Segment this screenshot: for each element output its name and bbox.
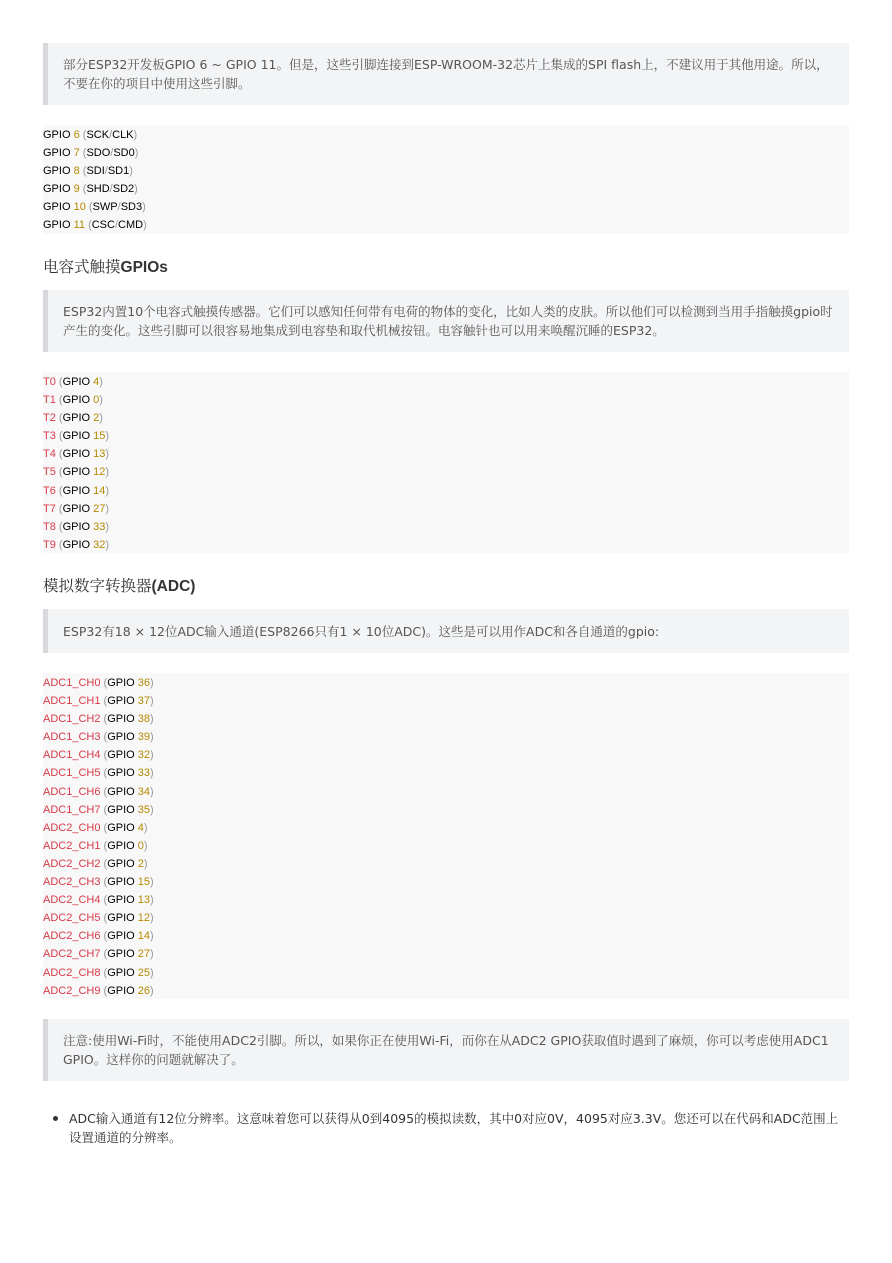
paren-open: ( xyxy=(103,912,108,925)
slash: / xyxy=(114,219,119,232)
paren-open: ( xyxy=(58,466,63,479)
channel-name: T0 xyxy=(43,376,56,388)
pin-function: SHD xyxy=(86,183,110,196)
heading-adc-prefix: 模拟数字转换器 xyxy=(43,577,152,595)
paren-open: ( xyxy=(103,966,108,979)
gpio-number: 34 xyxy=(137,785,151,798)
channel-name: ADC2_CH8 xyxy=(43,966,101,979)
paren-close: ) xyxy=(150,803,154,816)
code-line xyxy=(43,728,849,746)
slash: / xyxy=(104,165,108,178)
note-adc-channels xyxy=(43,609,849,653)
paren-close: ) xyxy=(150,930,154,943)
slash: / xyxy=(117,201,121,214)
gpio-keyword: GPIO xyxy=(62,448,91,461)
code-block-flash-pins xyxy=(43,125,849,234)
code-line xyxy=(43,518,849,536)
gpio-number: 32 xyxy=(93,538,106,551)
code-line xyxy=(43,144,849,162)
note-touch-sensors-text: ESP32内置10个电容式触摸传感器。它们可以感知任何带有电荷的物体的变化，比如人类的皮肤。所以他们可以检测到当用手指触摸gpio时产生的变化。这些引脚可以很容易地集成到电容垫和取代机械按钮。电容触针也可以用来唤醒沉睡的ESP32。 xyxy=(63,304,833,338)
paren-close: ) xyxy=(150,767,154,780)
paren-close: ) xyxy=(150,749,154,762)
code-line xyxy=(43,463,849,481)
paren-open: ( xyxy=(103,984,108,997)
gpio-number: 36 xyxy=(137,677,151,689)
gpio-keyword: GPIO xyxy=(107,966,135,979)
gpio-keyword: GPIO xyxy=(107,984,135,997)
gpio-number: 6 xyxy=(73,129,80,141)
paren-open: ( xyxy=(103,876,108,889)
paren-close: ) xyxy=(150,731,154,744)
paren-close: ) xyxy=(105,538,110,551)
gpio-keyword: GPIO xyxy=(43,129,71,141)
note-adc-channels-text: ESP32有18 × 12位ADC输入通道(ESP8266只有1 × 10位ADC)。这些是可以用作ADC和各自通道的gpio: xyxy=(63,624,660,639)
heading-adc xyxy=(43,574,195,596)
gpio-keyword: GPIO xyxy=(62,520,91,533)
gpio-keyword: GPIO xyxy=(107,803,135,816)
gpio-keyword: GPIO xyxy=(43,147,71,160)
paren-close: ) xyxy=(105,448,110,461)
paren-close: ) xyxy=(105,466,110,479)
channel-name: ADC1_CH6 xyxy=(43,785,101,798)
gpio-keyword: GPIO xyxy=(62,484,91,497)
code-line xyxy=(43,216,849,234)
paren-close: ) xyxy=(105,502,110,515)
code-line xyxy=(43,126,849,144)
paren-open: ( xyxy=(103,821,108,834)
gpio-keyword: GPIO xyxy=(107,912,135,925)
paren-open: ( xyxy=(103,948,108,961)
paren-close: ) xyxy=(150,984,154,997)
paren-open: ( xyxy=(103,713,108,726)
pin-function-alt: CLK xyxy=(112,129,134,141)
paren-open: ( xyxy=(88,201,93,214)
list-item-adc-resolution xyxy=(53,1109,849,1147)
code-line xyxy=(43,692,849,710)
code-line xyxy=(43,819,849,837)
gpio-number: 14 xyxy=(137,930,151,943)
channel-name: T9 xyxy=(43,538,56,551)
paren-open: ( xyxy=(58,394,63,407)
paren-open: ( xyxy=(103,894,108,907)
gpio-number: 15 xyxy=(137,876,151,889)
gpio-number: 10 xyxy=(73,201,86,214)
paren-open: ( xyxy=(103,930,108,943)
paren-close: ) xyxy=(150,677,154,689)
paren-close: ) xyxy=(143,821,148,834)
paren-open: ( xyxy=(82,183,87,196)
gpio-keyword: GPIO xyxy=(43,201,71,214)
pin-function-alt: CMD xyxy=(118,219,144,232)
channel-name: T1 xyxy=(43,394,56,407)
paren-close: ) xyxy=(105,520,110,533)
channel-name: ADC2_CH0 xyxy=(43,821,101,834)
paren-close: ) xyxy=(105,430,110,443)
gpio-keyword: GPIO xyxy=(43,165,71,178)
gpio-number: 0 xyxy=(93,394,100,407)
gpio-number: 27 xyxy=(137,948,151,961)
paren-close: ) xyxy=(150,948,154,961)
paren-close: ) xyxy=(150,876,154,889)
paren-close: ) xyxy=(150,785,154,798)
gpio-keyword: GPIO xyxy=(107,749,135,762)
gpio-keyword: GPIO xyxy=(62,502,91,515)
list-item-adc-resolution-text: ADC输入通道有12位分辨率。这意味着您可以获得从0到4095的模拟读数，其中0对应0V，4095对应3.3V。您还可以在代码和ADC范围上设置通道的分辨率。 xyxy=(69,1111,839,1145)
pin-function: SDI xyxy=(86,165,105,178)
channel-name: ADC1_CH4 xyxy=(43,749,101,762)
bullet-dot xyxy=(53,1116,58,1121)
gpio-keyword: GPIO xyxy=(107,695,135,708)
paren-open: ( xyxy=(58,430,63,443)
code-line xyxy=(43,180,849,198)
paren-close: ) xyxy=(150,894,154,907)
paren-close: ) xyxy=(143,857,148,870)
pin-function-alt: SD0 xyxy=(113,147,135,160)
channel-name: ADC2_CH4 xyxy=(43,894,101,907)
paren-open: ( xyxy=(103,785,108,798)
channel-name: ADC1_CH7 xyxy=(43,803,101,816)
channel-name: ADC2_CH1 xyxy=(43,839,101,852)
paren-close: ) xyxy=(134,183,138,196)
channel-name: ADC2_CH3 xyxy=(43,876,101,889)
channel-name: ADC2_CH9 xyxy=(43,984,101,997)
gpio-keyword: GPIO xyxy=(107,857,135,870)
gpio-keyword: GPIO xyxy=(62,412,91,425)
paren-open: ( xyxy=(82,129,87,141)
gpio-keyword: GPIO xyxy=(107,821,135,834)
paren-open: ( xyxy=(103,839,108,852)
code-line xyxy=(43,710,849,728)
paren-close: ) xyxy=(99,376,103,388)
pin-function: SDO xyxy=(86,147,111,160)
paren-close: ) xyxy=(150,966,154,979)
code-line xyxy=(43,427,849,445)
slash: / xyxy=(110,147,114,160)
gpio-number: 25 xyxy=(137,966,151,979)
gpio-keyword: GPIO xyxy=(107,785,135,798)
paren-open: ( xyxy=(103,803,108,816)
channel-name: T6 xyxy=(43,484,56,497)
gpio-number: 13 xyxy=(93,448,106,461)
gpio-number: 26 xyxy=(137,984,151,997)
code-line xyxy=(43,746,849,764)
gpio-keyword: GPIO xyxy=(107,767,135,780)
gpio-number: 12 xyxy=(137,912,151,925)
gpio-keyword: GPIO xyxy=(62,430,91,443)
pin-function-alt: SD2 xyxy=(112,183,135,196)
code-line xyxy=(43,964,849,982)
gpio-number: 13 xyxy=(137,894,151,907)
gpio-keyword: GPIO xyxy=(107,677,135,689)
pin-function: SCK xyxy=(86,129,110,141)
gpio-number: 33 xyxy=(137,767,151,780)
code-block-adc-pins xyxy=(43,673,849,999)
channel-name: ADC1_CH1 xyxy=(43,695,101,708)
pin-function-alt: SD1 xyxy=(107,165,130,178)
channel-name: ADC2_CH5 xyxy=(43,912,101,925)
code-line xyxy=(43,482,849,500)
paren-open: ( xyxy=(103,695,108,708)
heading-touch-bold: GPIOs xyxy=(120,259,168,276)
pin-function-alt: SD3 xyxy=(120,201,143,214)
gpio-number: 33 xyxy=(93,520,106,533)
gpio-number: 14 xyxy=(93,484,106,497)
slash: / xyxy=(109,129,113,141)
gpio-keyword: GPIO xyxy=(107,876,135,889)
channel-name: T3 xyxy=(43,430,56,443)
paren-open: ( xyxy=(103,731,108,744)
paren-close: ) xyxy=(142,201,146,214)
channel-name: T7 xyxy=(43,502,56,515)
channel-name: T4 xyxy=(43,448,56,461)
gpio-number: 9 xyxy=(73,183,80,196)
channel-name: ADC2_CH2 xyxy=(43,857,101,870)
channel-name: ADC1_CH5 xyxy=(43,767,101,780)
gpio-keyword: GPIO xyxy=(107,894,135,907)
paren-close: ) xyxy=(129,165,133,178)
code-line xyxy=(43,801,849,819)
paren-close: ) xyxy=(105,484,110,497)
paren-close: ) xyxy=(99,394,103,407)
gpio-keyword: GPIO xyxy=(107,930,135,943)
channel-name: T8 xyxy=(43,520,56,533)
gpio-keyword: GPIO xyxy=(107,839,135,852)
gpio-number: 15 xyxy=(93,430,106,443)
paren-open: ( xyxy=(58,520,63,533)
paren-open: ( xyxy=(58,376,63,388)
code-line xyxy=(43,536,849,554)
code-line xyxy=(43,445,849,463)
code-line xyxy=(43,162,849,180)
gpio-number: 2 xyxy=(93,412,100,425)
note-wifi-adc2 xyxy=(43,1019,849,1081)
paren-open: ( xyxy=(58,412,63,425)
channel-name: T5 xyxy=(43,466,56,479)
paren-close: ) xyxy=(150,713,154,726)
gpio-number: 27 xyxy=(93,502,106,515)
code-line xyxy=(43,373,849,391)
gpio-number: 35 xyxy=(137,803,151,816)
paren-open: ( xyxy=(103,677,108,689)
code-line xyxy=(43,837,849,855)
gpio-number: 38 xyxy=(137,713,151,726)
paren-open: ( xyxy=(58,484,63,497)
paren-open: ( xyxy=(88,219,92,232)
note-flash-warning-text: 部分ESP32开发板GPIO 6 ~ GPIO 11。但是，这些引脚连接到ESP-WROOM-32芯片上集成的SPI flash上，不建议用于其他用途。所以，不要在你的项目中使用这些引脚。 xyxy=(63,57,829,91)
paren-close: ) xyxy=(143,219,147,232)
paren-close: ) xyxy=(134,147,139,160)
heading-touch-prefix: 电容式触摸 xyxy=(43,258,121,276)
paren-open: ( xyxy=(103,857,108,870)
gpio-keyword: GPIO xyxy=(43,219,71,232)
gpio-keyword: GPIO xyxy=(62,376,91,388)
paren-close: ) xyxy=(150,912,154,925)
code-line xyxy=(43,764,849,782)
pin-function: CSC xyxy=(91,219,115,232)
paren-close: ) xyxy=(133,129,138,141)
code-line xyxy=(43,909,849,927)
code-line xyxy=(43,873,849,891)
gpio-keyword: GPIO xyxy=(43,183,71,196)
code-line xyxy=(43,409,849,427)
code-line xyxy=(43,855,849,873)
code-line xyxy=(43,927,849,945)
gpio-keyword: GPIO xyxy=(62,538,91,551)
gpio-number: 2 xyxy=(137,857,144,870)
code-line xyxy=(43,783,849,801)
code-line xyxy=(43,674,849,692)
channel-name: ADC1_CH3 xyxy=(43,731,101,744)
gpio-number: 37 xyxy=(137,695,151,708)
paren-open: ( xyxy=(103,767,108,780)
gpio-number: 7 xyxy=(73,147,80,160)
paren-open: ( xyxy=(82,165,87,178)
gpio-number: 39 xyxy=(137,731,151,744)
heading-capacitive-touch xyxy=(43,255,168,277)
gpio-number: 32 xyxy=(137,749,151,762)
channel-name: ADC1_CH2 xyxy=(43,713,101,726)
code-line xyxy=(43,500,849,518)
gpio-keyword: GPIO xyxy=(107,713,135,726)
note-wifi-adc2-text: 注意:使用Wi-Fi时，不能使用ADC2引脚。所以，如果你正在使用Wi-Fi，而你在从ADC2 GPIO获取值时遇到了麻烦，你可以考虑使用ADC1 GPIO。这样你的问题就解决了。 xyxy=(63,1033,829,1067)
paren-close: ) xyxy=(99,412,103,425)
gpio-keyword: GPIO xyxy=(107,948,135,961)
gpio-number: 8 xyxy=(73,165,80,178)
gpio-number: 12 xyxy=(93,466,106,479)
code-line xyxy=(43,982,849,1000)
code-line xyxy=(43,891,849,909)
slash: / xyxy=(109,183,113,196)
paren-close: ) xyxy=(150,695,154,708)
paren-close: ) xyxy=(143,839,148,852)
paren-open: ( xyxy=(58,538,63,551)
channel-name: ADC1_CH0 xyxy=(43,677,101,689)
gpio-keyword: GPIO xyxy=(62,466,91,479)
channel-name: ADC2_CH6 xyxy=(43,930,101,943)
paren-open: ( xyxy=(58,502,63,515)
gpio-keyword: GPIO xyxy=(107,731,135,744)
paren-open: ( xyxy=(82,147,87,160)
paren-open: ( xyxy=(103,749,108,762)
code-line xyxy=(43,391,849,409)
pin-function: SWP xyxy=(92,201,118,214)
channel-name: ADC2_CH7 xyxy=(43,948,101,961)
note-touch-sensors xyxy=(43,290,849,352)
gpio-number: 0 xyxy=(137,839,144,852)
code-line xyxy=(43,198,849,216)
code-line xyxy=(43,945,849,963)
channel-name: T2 xyxy=(43,412,56,425)
code-block-touch-pins xyxy=(43,372,849,553)
heading-adc-bold: (ADC) xyxy=(151,578,196,595)
gpio-number: 11 xyxy=(73,219,85,232)
gpio-number: 4 xyxy=(137,821,144,834)
gpio-number: 4 xyxy=(93,376,100,388)
note-flash-warning xyxy=(43,43,849,105)
gpio-keyword: GPIO xyxy=(62,394,91,407)
paren-open: ( xyxy=(58,448,63,461)
